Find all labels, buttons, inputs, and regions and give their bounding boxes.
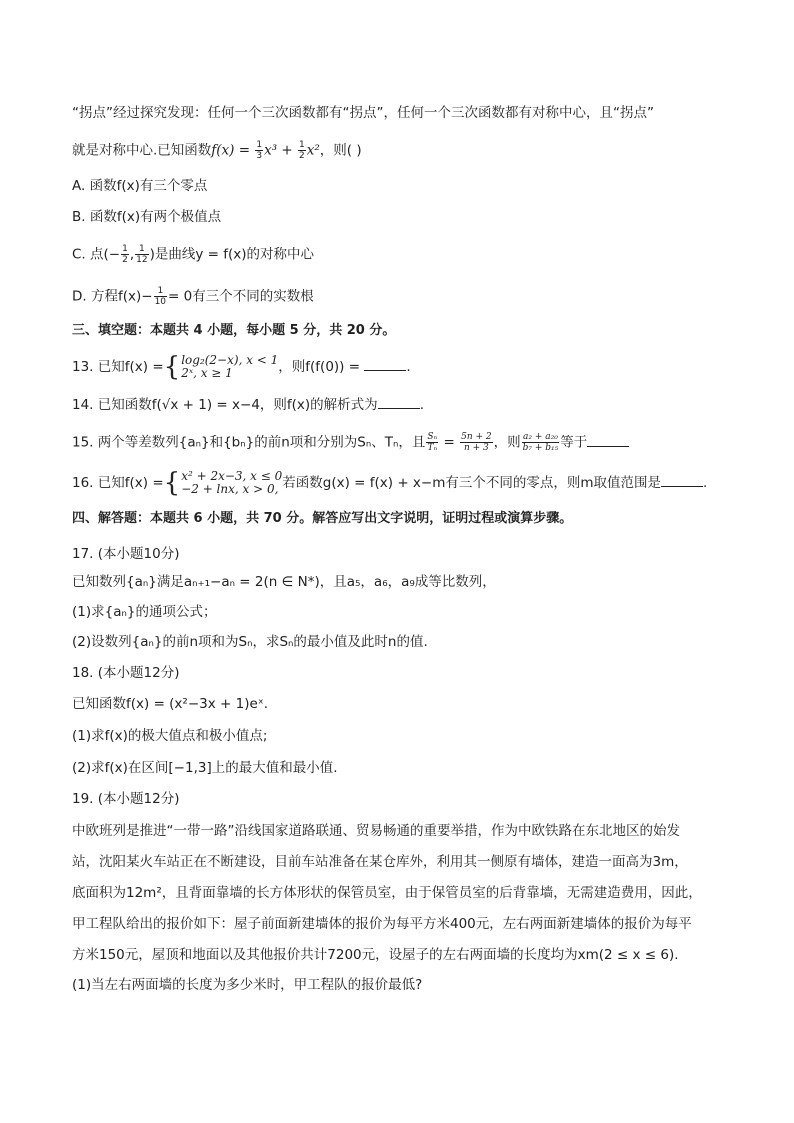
frac-tenth: $\frac{1}{10}$ xyxy=(154,286,167,307)
frac-half-c: $\frac{1}{2}$ xyxy=(122,244,128,265)
x-squared-term: x² xyxy=(306,142,320,159)
q16-piecewise xyxy=(181,470,282,496)
left-brace: { xyxy=(163,468,181,498)
q16-prefix: 16. 已知f(x) = xyxy=(72,475,164,491)
q19-line-4: 甲工程队给出的报价如下：屋子前面新建墙体的报价为每平方米400元，左右两面新建墙体的报价为每平 xyxy=(72,916,692,932)
q17-stem: 已知数列{aₙ}满足aₙ₊₁−aₙ = 2(n ∈ N*)，且a₅，a₆，a₉成等比数列， xyxy=(72,574,496,590)
section-4-title: 四、解答题：本题共 6 小题，共 70 分。解答应写出文字说明，证明过程或演算步骤。 xyxy=(72,511,573,526)
q16-answer-blank[interactable] xyxy=(661,474,703,487)
equals-sign: = xyxy=(439,434,460,451)
q17-part-2: (2)设数列{aₙ}的前n项和为Sₙ，求Sₙ的最小值及此时n的值. xyxy=(72,634,428,650)
q15 xyxy=(72,432,629,453)
q13-case-2: 2ˣ, x ≥ 1 xyxy=(181,366,233,380)
q15-prefix: 15. 两个等差数列{aₙ}和{bₙ}的前n项和分别为Sₙ、Tₙ，且 xyxy=(72,434,426,451)
left-brace: { xyxy=(163,352,181,382)
q18-header: 18. (本小题12分) xyxy=(72,665,180,681)
q16-case-1: x² + 2x−3, x ≤ 0 xyxy=(181,469,283,483)
q16-case-2: −2 + lnx, x > 0, xyxy=(181,482,279,496)
q19-line-3: 底面积为12m²，且背面靠墙的长方体形状的保管员室，由于保管员室的后背靠墙，无需建造费用，因此， xyxy=(72,885,702,901)
q14 xyxy=(72,396,424,414)
option-c xyxy=(72,244,314,265)
q16 xyxy=(72,470,707,496)
q19-part-1: (1)当左右两面墙的长度为多少米时，甲工程队的报价最低? xyxy=(72,977,423,993)
option-a: A. 函数f(x)有三个零点 xyxy=(72,178,208,194)
q18-stem: 已知函数f(x) = (x²−3x + 1)eˣ. xyxy=(72,696,269,712)
section-3-title: 三、填空题：本题共 4 小题，每小题 5 分，共 20 分。 xyxy=(72,323,396,338)
q18-part-1: (1)求f(x)的极大值点和极小值点; xyxy=(72,728,268,744)
comma: , xyxy=(129,246,135,263)
q17-part-1: (1)求{aₙ}的通项公式； xyxy=(72,604,217,620)
q15-suffix: 等于 xyxy=(560,434,588,451)
q13-suffix: ，则f(f(0)) = xyxy=(278,359,361,375)
q15-answer-blank[interactable] xyxy=(587,434,629,447)
intro-line-2-prefix: 就是对称中心.已知函数 xyxy=(72,142,212,159)
frac-one-half: $\frac{1}{2}$ xyxy=(299,140,305,161)
option-d-suffix: = 0有三个不同的实数根 xyxy=(168,288,314,305)
option-c-suffix: )是曲线y = f(x)的对称中心 xyxy=(149,246,315,263)
intro-line-2 xyxy=(72,140,362,161)
option-d xyxy=(72,286,314,307)
q13-prefix: 13. 已知f(x) = xyxy=(72,359,164,375)
q14-text: 14. 已知函数f(√x + 1) = x−4，则f(x)的解析式为 xyxy=(72,397,378,413)
q16-end: . xyxy=(703,475,708,491)
q17-header: 17. (本小题10分) xyxy=(72,546,180,562)
q15-mid: ，则 xyxy=(493,434,521,451)
frac-twelfth: $\frac{1}{12}$ xyxy=(136,244,148,265)
q13-case-1: log₂(2−x), x < 1 xyxy=(181,353,279,367)
q19-line-2: 站，沈阳某火车站正在不断建设，目前车站准备在某仓库外，利用其一侧原有墙体，建造一面高为3m， xyxy=(72,854,688,870)
q13-piecewise xyxy=(181,354,278,380)
frac-sn-tn: $\frac{\text{Sₙ}}{\text{Tₙ}}$ xyxy=(427,432,438,453)
q19-line-1: 中欧班列是推进“一带一路”沿线国家道路联通、贸易畅通的重要举措，作为中欧铁路在东北地区的始发 xyxy=(72,823,680,839)
q16-suffix: 若函数g(x) = f(x) + x−m有三个不同的零点，则m取值范围是 xyxy=(282,475,662,491)
option-b: B. 函数f(x)有两个极值点 xyxy=(72,209,222,225)
x-cubed-term: x³ + xyxy=(264,142,293,159)
minus-sign: − xyxy=(108,246,121,263)
q13-answer-blank[interactable] xyxy=(364,358,406,371)
fx-def: f(x) = xyxy=(211,142,251,159)
q13 xyxy=(72,354,411,380)
frac-ab: $\frac{\text{a₂ + a₂₀}}{\text{b₇ + b₁₅}}$ xyxy=(522,432,559,453)
q14-answer-blank[interactable] xyxy=(378,396,420,409)
frac-ratio: $\frac{5n + 2}{n + 3}$ xyxy=(461,432,492,453)
q13-end: . xyxy=(406,359,411,375)
q14-end: . xyxy=(419,397,424,413)
option-c-prefix: C. 点( xyxy=(72,246,109,263)
frac-one-third: $\frac{1}{3}$ xyxy=(256,140,263,161)
q19-line-5: 方米150元，屋顶和地面以及其他报价共计7200元，设屋子的左右两面墙的长度均为xm(2 ≤ x ≤ 6). xyxy=(72,947,679,963)
option-d-prefix: D. 方程f(x)− xyxy=(72,288,153,305)
q18-part-2: (2)求f(x)在区间[−1,3]上的最大值和最小值. xyxy=(72,760,338,776)
intro-line-2-suffix: ，则( ) xyxy=(319,142,362,159)
q19-header: 19. (本小题12分) xyxy=(72,791,180,807)
intro-line-1: “拐点”经过探究发现：任何一个三次函数都有“拐点”，任何一个三次函数都有对称中心，且“拐点” xyxy=(72,105,654,121)
